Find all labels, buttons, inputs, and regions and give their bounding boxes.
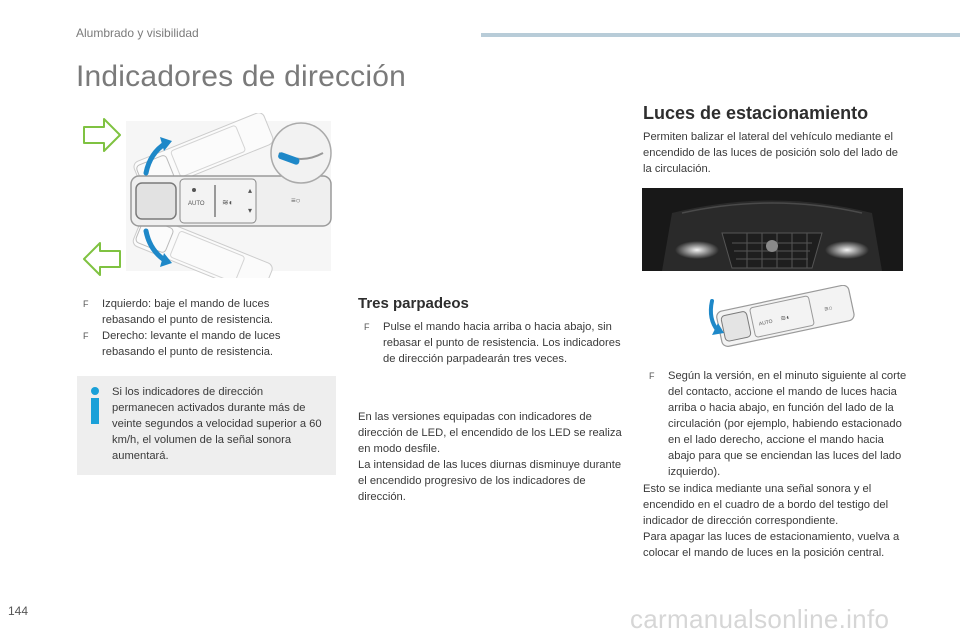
right-headlight bbox=[825, 241, 869, 259]
info-icon bbox=[88, 386, 102, 426]
bullet-left-turn: F Izquierdo: baje el mando de luces rebasando el punto de resistencia. bbox=[83, 298, 274, 326]
heading-tres-parpadeos: Tres parpadeos bbox=[358, 295, 469, 312]
page-title: Indicadores de dirección bbox=[76, 60, 406, 93]
watermark: carmanualsonline.info bbox=[630, 604, 890, 634]
right-bullet-list bbox=[649, 368, 907, 480]
turn-signal-stalk-illustration bbox=[76, 113, 338, 278]
car-front-photo bbox=[642, 188, 903, 271]
svg-text:AUTO: AUTO bbox=[188, 201, 205, 207]
svg-text:≋◐: ≋◐ bbox=[222, 198, 234, 207]
svg-text:≋◐: ≋◐ bbox=[779, 313, 792, 323]
parking-stalk-illustration bbox=[700, 285, 860, 350]
led-paragraph: En las versiones equipadas con indicadores de dirección de LED, el encendido de los LED se realiza en modo desfile. bbox=[358, 411, 622, 455]
left-arrow-icon bbox=[84, 243, 120, 275]
svg-text:▴: ▴ bbox=[248, 186, 253, 195]
svg-text:≡○: ≡○ bbox=[291, 196, 301, 205]
bullet-right-turn: F Derecho: levante el mando de luces rebasando el punto de resistencia. bbox=[83, 330, 281, 358]
heading-luces-estacionamiento: Luces de estacionamiento bbox=[643, 103, 869, 123]
car-badge-icon bbox=[766, 240, 778, 252]
middle-bullet-list bbox=[364, 319, 622, 367]
bullet-parking-lights: F Según la versión, en el minuto siguiente al corte del contacto, accione el mando de luces hacia arriba o hacia abajo, en función del lado de la circulación (por ejemplo, habiendo estacionado en el lado derecho, accione el mando hacia abajo para que se enciendan las luces del lado izquierdo). bbox=[649, 370, 907, 478]
switch-off-paragraph: Para apagar las luces de estacionamiento, vuelva a colocar el mando de luces en la posición central. bbox=[643, 531, 900, 559]
left-bullet-list bbox=[83, 296, 298, 360]
svg-text:≡○: ≡○ bbox=[823, 304, 834, 314]
svg-text:▾: ▾ bbox=[248, 206, 253, 215]
bullet-marker: F bbox=[83, 299, 89, 309]
left-headlight bbox=[675, 241, 719, 259]
bullet-tres-parpadeos: F Pulse el mando hacia arriba o hacia abajo, sin rebasar el punto de resistencia. Los indicadores de dirección parpadearán tres veces. bbox=[364, 321, 621, 365]
bullet-marker: F bbox=[364, 322, 370, 332]
bullet-marker: F bbox=[649, 371, 655, 381]
svg-text:AUTO: AUTO bbox=[758, 318, 774, 328]
daytime-lights-paragraph: La intensidad de las luces diurnas disminuye durante el encendido progresivo de los indicadores de dirección. bbox=[358, 459, 622, 503]
section-label: Alumbrado y visibilidad bbox=[76, 26, 199, 40]
signal-paragraph: Esto se indica mediante una señal sonora y el encendido en el cuadro de a bordo del testigo del indicador de dirección correspondiente. bbox=[643, 483, 889, 527]
steering-wheel-inset-icon bbox=[271, 123, 331, 183]
info-note: Si los indicadores de dirección permanecen activados durante más de veinte segundos a velocidad superior a 60 km/h, el volumen de la señal sonora aumentará. bbox=[112, 386, 322, 462]
parking-lights-intro: Permiten balizar el lateral del vehículo mediante el encendido de las luces de posición solo del lado de la circulación. bbox=[643, 131, 899, 175]
page-number: 144 bbox=[8, 604, 29, 618]
header-rule bbox=[481, 33, 960, 37]
right-arrow-icon bbox=[84, 119, 120, 151]
bullet-marker: F bbox=[83, 331, 89, 341]
